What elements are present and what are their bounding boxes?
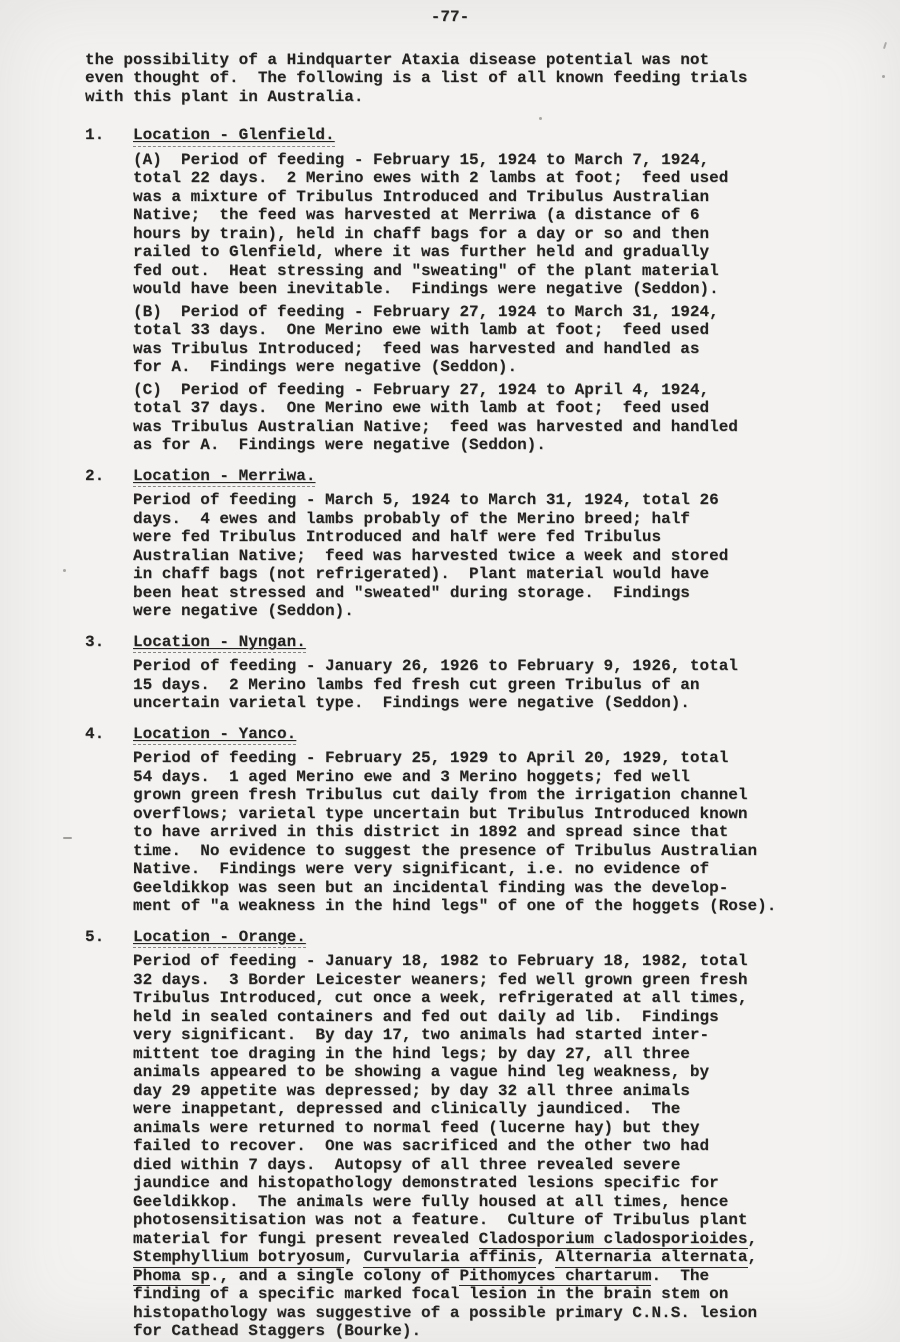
text-line: grown green fresh Tribulus cut daily from the irrigation channel xyxy=(133,786,748,804)
underlined-species-name: Alternaria alternata xyxy=(555,1248,748,1266)
text-line: in chaff bags (not refrigerated). Plant material would have xyxy=(133,565,710,583)
text-line: railed to Glenfield, where it was further held and gradually xyxy=(133,243,710,261)
text-line: were fed Tribulus Introduced and half were fed Tribulus xyxy=(133,528,662,546)
text-line: 15 days. 2 Merino lambs fed fresh cut green Tribulus of an xyxy=(133,675,700,694)
section-number: 1. xyxy=(85,126,105,144)
text-line: was a mixture of Tribulus Introduced and Tribulus Australian xyxy=(133,187,710,206)
text-line: total 33 days. One Merino ewe with lamb at foot; feed used xyxy=(133,321,710,339)
text-line: Native; the feed was harvested at Merriwa (a distance of 6 xyxy=(133,206,700,224)
text-line: Period of feeding - March 5, 1924 to March 31, 1924, total 26 xyxy=(133,491,719,509)
text-line: to have arrived in this district in 1892 and spread since that xyxy=(133,823,729,841)
section-number: 3. xyxy=(85,632,105,651)
section-heading: Location - Nyngan. xyxy=(133,633,306,654)
section-heading: Location - Yanco. xyxy=(133,725,296,746)
text-line: total 22 days. 2 Merino ewes with 2 lambs at foot; feed used xyxy=(133,169,729,187)
text-line: was Tribulus Introduced; feed was harvested and handled as xyxy=(133,339,700,358)
text-line: Stemphyllium botryosum, Curvularia affinis, Alternaria alternata, xyxy=(133,1248,758,1266)
text-line: photosensitisation was not a feature. Culture of Tribulus plant xyxy=(133,1211,748,1229)
section-number: 4. xyxy=(85,724,105,743)
text-line: Period of feeding - January 18, 1982 to February 18, 1982, total xyxy=(133,952,748,970)
text-line: hours by train), held in chaff bags for a day or so and then xyxy=(133,224,710,243)
section-heading: Location - Merriwa. xyxy=(133,467,315,488)
scan-speck xyxy=(63,569,66,572)
text-line: time. No evidence to suggest the presence of Tribulus Australian xyxy=(133,841,758,860)
section-number: 5. xyxy=(85,927,105,946)
text-line: Native. Findings were very significant, i.e. no evidence of xyxy=(133,860,710,878)
scan-speck xyxy=(63,837,72,839)
text-line: uncertain varietal type. Findings were negative (Seddon). xyxy=(133,694,690,712)
underlined-species-name: Stemphyllium botryosum xyxy=(133,1248,345,1266)
text-line: mittent toe draging in the hind legs; by day 27, all three xyxy=(133,1044,690,1063)
text-line: were negative (Seddon). xyxy=(133,602,354,620)
text-line: fed out. Heat stressing and "sweating" of the plant material xyxy=(133,261,719,280)
text-line: Tribulus Introduced, cut once a week, refrigerated at all times, xyxy=(133,989,748,1007)
text-line: as for A. Findings were negative (Seddon). xyxy=(133,436,546,454)
text-line: overflows; varietal type uncertain but Tribulus Introduced known xyxy=(133,804,748,823)
text-line: Phoma sp., and a single colony of Pithomyces chartarum. The xyxy=(133,1266,710,1285)
text-line: the possibility of a Hindquarter Ataxia disease potential was not xyxy=(85,50,710,69)
scan-speck xyxy=(882,75,885,78)
text-line: day 29 appetite was depressed; by day 32 all three animals xyxy=(133,1081,690,1100)
text-line: been heat stressed and "sweated" during storage. Findings xyxy=(133,583,690,602)
text-line: material for fungi present revealed Cladosporium cladosporioides, xyxy=(133,1229,758,1248)
underlined-species-name: Phoma sp xyxy=(133,1266,210,1285)
text-line: failed to recover. One was sacrificed and the other two had xyxy=(133,1137,710,1155)
section-number: 2. xyxy=(85,466,105,485)
page-number: -77- xyxy=(430,8,470,26)
text-line: animals appeared to be showing a vague hind leg weakness, by xyxy=(133,1063,710,1081)
text-line: finding of a specific marked focal lesion in the brain stem on xyxy=(133,1285,729,1303)
scan-speck xyxy=(539,117,542,120)
text-line: days. 4 ewes and lambs probably of the Merino breed; half xyxy=(133,509,690,528)
text-line: died within 7 days. Autopsy of all three revealed severe xyxy=(133,1155,681,1174)
text-line: was Tribulus Australian Native; feed was harvested and handled xyxy=(133,417,738,436)
text-line: total 37 days. One Merino ewe with lamb at foot; feed used xyxy=(133,399,710,417)
text-line: were inappetant, depressed and clinically jaundiced. The xyxy=(133,1100,681,1118)
text-line: with this plant in Australia. xyxy=(85,87,364,106)
underlined-species-name: Cladosporium cladosporioides xyxy=(478,1229,748,1248)
text-line: ment of "a weakness in the hind legs" of one of the hoggets (Rose). xyxy=(133,897,777,915)
underlined-species-name: Pithomyces chartarum xyxy=(459,1266,652,1285)
text-line: histopathology was suggestive of a possible primary C.N.S. lesion xyxy=(133,1303,758,1322)
text-line: 32 days. 3 Border Leicester weaners; fed well grown green fresh xyxy=(133,970,748,989)
text-line: 54 days. 1 aged Merino ewe and 3 Merino hoggets; fed well xyxy=(133,767,690,786)
text-line: even thought of. The following is a list of all known feeding trials xyxy=(85,69,748,87)
text-line: held in sealed containers and fed out daily ad lib. Findings xyxy=(133,1007,719,1026)
underlined-species-name: Curvularia affinis xyxy=(363,1248,537,1266)
section-heading: Location - Orange. xyxy=(133,928,306,949)
text-line: for Cathead Staggers (Bourke). xyxy=(133,1322,422,1340)
section-heading: Location - Glenfield. xyxy=(133,126,335,147)
text-line: animals were returned to normal feed (lucerne hay) but they xyxy=(133,1118,700,1137)
text-line: Geeldikkop was seen but an incidental finding was the develop- xyxy=(133,878,729,897)
text-line: (C) Period of feeding - February 27, 1924 to April 4, 1924, xyxy=(133,380,710,399)
text-line: for A. Findings were negative (Seddon). xyxy=(133,358,518,376)
text-line: Period of feeding - January 26, 1926 to February 9, 1926, total xyxy=(133,657,738,675)
text-line: (A) Period of feeding - February 15, 1924 to March 7, 1924, xyxy=(133,150,710,169)
text-line: Australian Native; feed was harvested twice a week and stored xyxy=(133,546,729,565)
text-line: Period of feeding - February 25, 1929 to April 20, 1929, total xyxy=(133,749,729,767)
text-line: (B) Period of feeding - February 27, 1924 to March 31, 1924, xyxy=(133,302,719,321)
text-line: jaundice and histopathology demonstrated lesions specific for xyxy=(133,1174,719,1192)
text-line: Geeldikkop. The animals were fully housed at all times, hence xyxy=(133,1192,729,1211)
text-line: very significant. By day 17, two animals had started inter- xyxy=(133,1026,710,1044)
text-line: would have been inevitable. Findings were negative (Seddon). xyxy=(133,280,719,298)
